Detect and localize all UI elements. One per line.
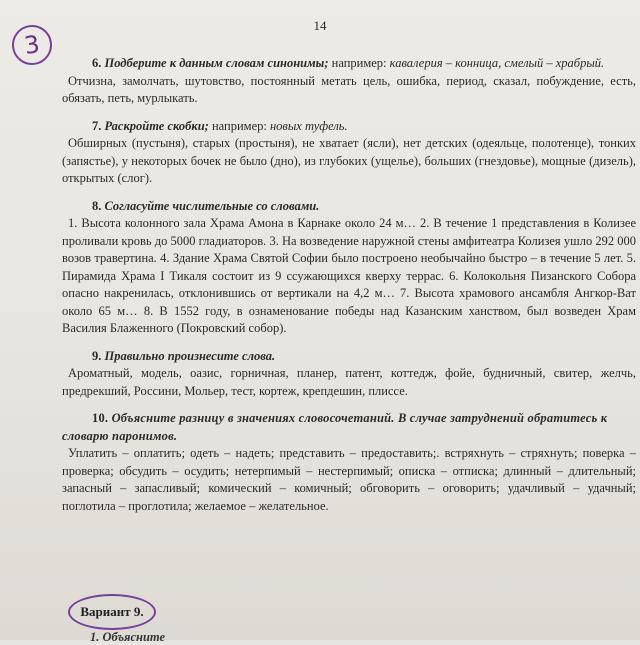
task-6 (62, 55, 636, 108)
task-number: 10. (92, 411, 109, 425)
task-6-body: Отчизна, замолчать, шутовство, постоянный метать цель, ошибка, период, сказал, побуждение, есть, обязать, петь, мурлыкать. (62, 73, 636, 105)
task-9-heading (62, 348, 636, 366)
task-title: Правильно произнесите слова. (104, 348, 276, 363)
task-number: 8. (92, 198, 102, 213)
next-task-fragment: 1. Объясните (90, 630, 166, 644)
task-7-heading (62, 118, 636, 136)
handwritten-circled-number: 3 (9, 22, 54, 67)
task-number: 6. (92, 56, 102, 70)
example-words: кавалерия – конница, смелый – храбрый. (389, 56, 605, 70)
task-number: 9. (92, 348, 102, 363)
task-7-body: Обширных (пустыня), старых (простыня), не хватает (ясли), нет детских (одеяльце, полотенце), тонких (запястье), у некоторых бочек не было (дно), из глубоких (ущелье), больших (гнездовье), мощные (дизель), открытых (слог). (62, 136, 636, 185)
task-number: 7. (92, 118, 102, 133)
example-intro: например: (331, 56, 387, 70)
task-8-body: 1. Высота колонного зала Храма Амона в Карнаке около 24 м… 2. В течение 1 представления в Колизее проливали кровь до 5000 гладиаторов. 3. На возведение наружной стены амфитеатра Колизея ушло 292 000 возов травертина. 4. Здание Храма Святой Софии было построено необычайно быстро – в течение 5 лет. 5. Пирамида Храма I Тикаля состоит из 9 ссужающихся кверху террас. 6. Колокольня Пизанского Собора опасно накренилась, отклонившись от вертикали на 4,2 м… 7. Высота храмового ансамбля Ангкор-Ват около 65 м… 8. В 1552 году, в ознаменование победы над Казанским ханством, был возведен Храм Василия Блаженного (Покровский собор). (62, 216, 636, 335)
task-10-heading (62, 410, 636, 445)
variant-heading-circled: Вариант 9. (68, 594, 156, 630)
page-number: 14 (313, 18, 327, 33)
task-8 (62, 198, 636, 338)
task-6-heading (62, 55, 636, 73)
task-9-body: Ароматный, модель, оазис, горничная, планер, патент, коттедж, фойе, будничный, свитер, желчь, предрекший, Россини, Мольер, тест, кортеж, крепдешин, плиссе. (62, 366, 636, 398)
task-9 (62, 348, 636, 401)
task-title: Подберите к данным словам синонимы; (104, 56, 329, 70)
example-intro: например: (211, 118, 267, 133)
task-title: Объясните разницу в значениях словосочетаний. В случае затруднений обратитесь к словарю паронимов. (62, 411, 608, 443)
task-8-heading (62, 198, 636, 216)
task-title: Согласуйте числительные со словами. (104, 198, 320, 213)
example-words: новых туфель. (269, 118, 348, 133)
task-title: Раскройте скобки; (104, 118, 209, 133)
task-10 (62, 410, 636, 515)
task-7 (62, 118, 636, 188)
task-10-body: Уплатить – оплатить; одеть – надеть; представить – предоставить;. встряхнуть – стряхнуть; поверка – проверка; обсудить – осудить; нетерпимый – нестерпимый; описка – отписка; длинный – длительный; запасный – запасливый; комический – комичный; обговорить – оговорить; удачливый – удачный; поглотила – проглотила; желаемое – желательное. (62, 446, 636, 513)
exercise-list (62, 55, 636, 525)
